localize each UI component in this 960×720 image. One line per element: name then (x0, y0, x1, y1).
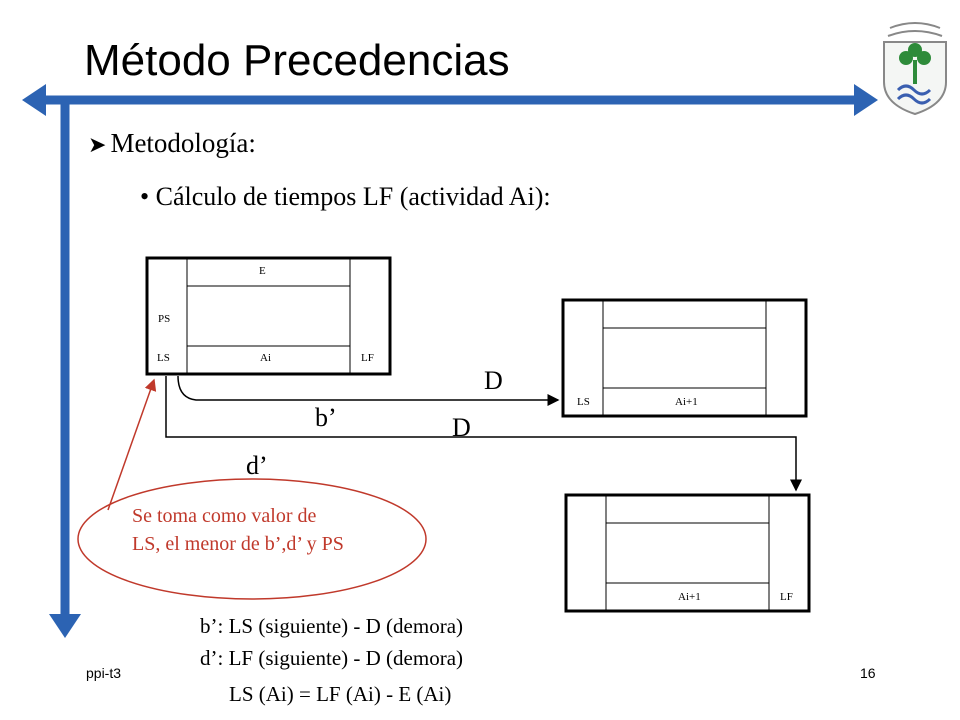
arrow-bullet-icon: ➤ (88, 132, 107, 157)
node-next2-lf-label: LF (780, 591, 793, 603)
dot-bullet-icon: • (140, 182, 150, 211)
slide-title: Método Precedencias (84, 36, 510, 85)
university-crest-icon (884, 23, 946, 114)
bullet-level1 (88, 128, 256, 159)
formula-ls-ai: LS (Ai) = LF (Ai) - E (Ai) (229, 682, 452, 706)
label-delay-d1: D (484, 366, 503, 395)
node-next1-name-label: Ai+1 (675, 396, 698, 408)
node-ai-ps-label: PS (158, 313, 171, 325)
bullet-level2-text: Cálculo de tiempos LF (actividad Ai): (155, 182, 551, 211)
label-delay-d2: D (452, 413, 471, 442)
frame-vertical-arrow (49, 100, 81, 638)
node-ai-lf-label: LF (361, 352, 374, 364)
node-next2-name-label: Ai+1 (678, 591, 701, 603)
node-ai-ls-label: LS (157, 352, 170, 364)
note-line1: Se toma como valor de (132, 505, 317, 527)
node-ai-duration-label: E (259, 265, 266, 277)
label-b-prime: b’ (315, 403, 337, 432)
note-text (132, 502, 344, 558)
node-next1-ls-label: LS (577, 396, 590, 408)
label-d-prime: d’ (246, 451, 268, 480)
bullet-level1-text: Metodología: (110, 128, 256, 158)
note-line2: LS, el menor de b’,d’ y PS (132, 533, 344, 555)
formula-b-prime: b’: LS (siguiente) - D (demora) (200, 614, 464, 638)
frame-horizontal-arrow (22, 84, 878, 116)
node-ai-name-label: Ai (260, 352, 271, 364)
footer-label: ppi-t3 (86, 665, 122, 681)
page-number: 16 (860, 665, 876, 681)
formula-d-prime: d’: LF (siguiente) - D (demora) (200, 646, 464, 670)
bullet-level2 (140, 182, 551, 212)
